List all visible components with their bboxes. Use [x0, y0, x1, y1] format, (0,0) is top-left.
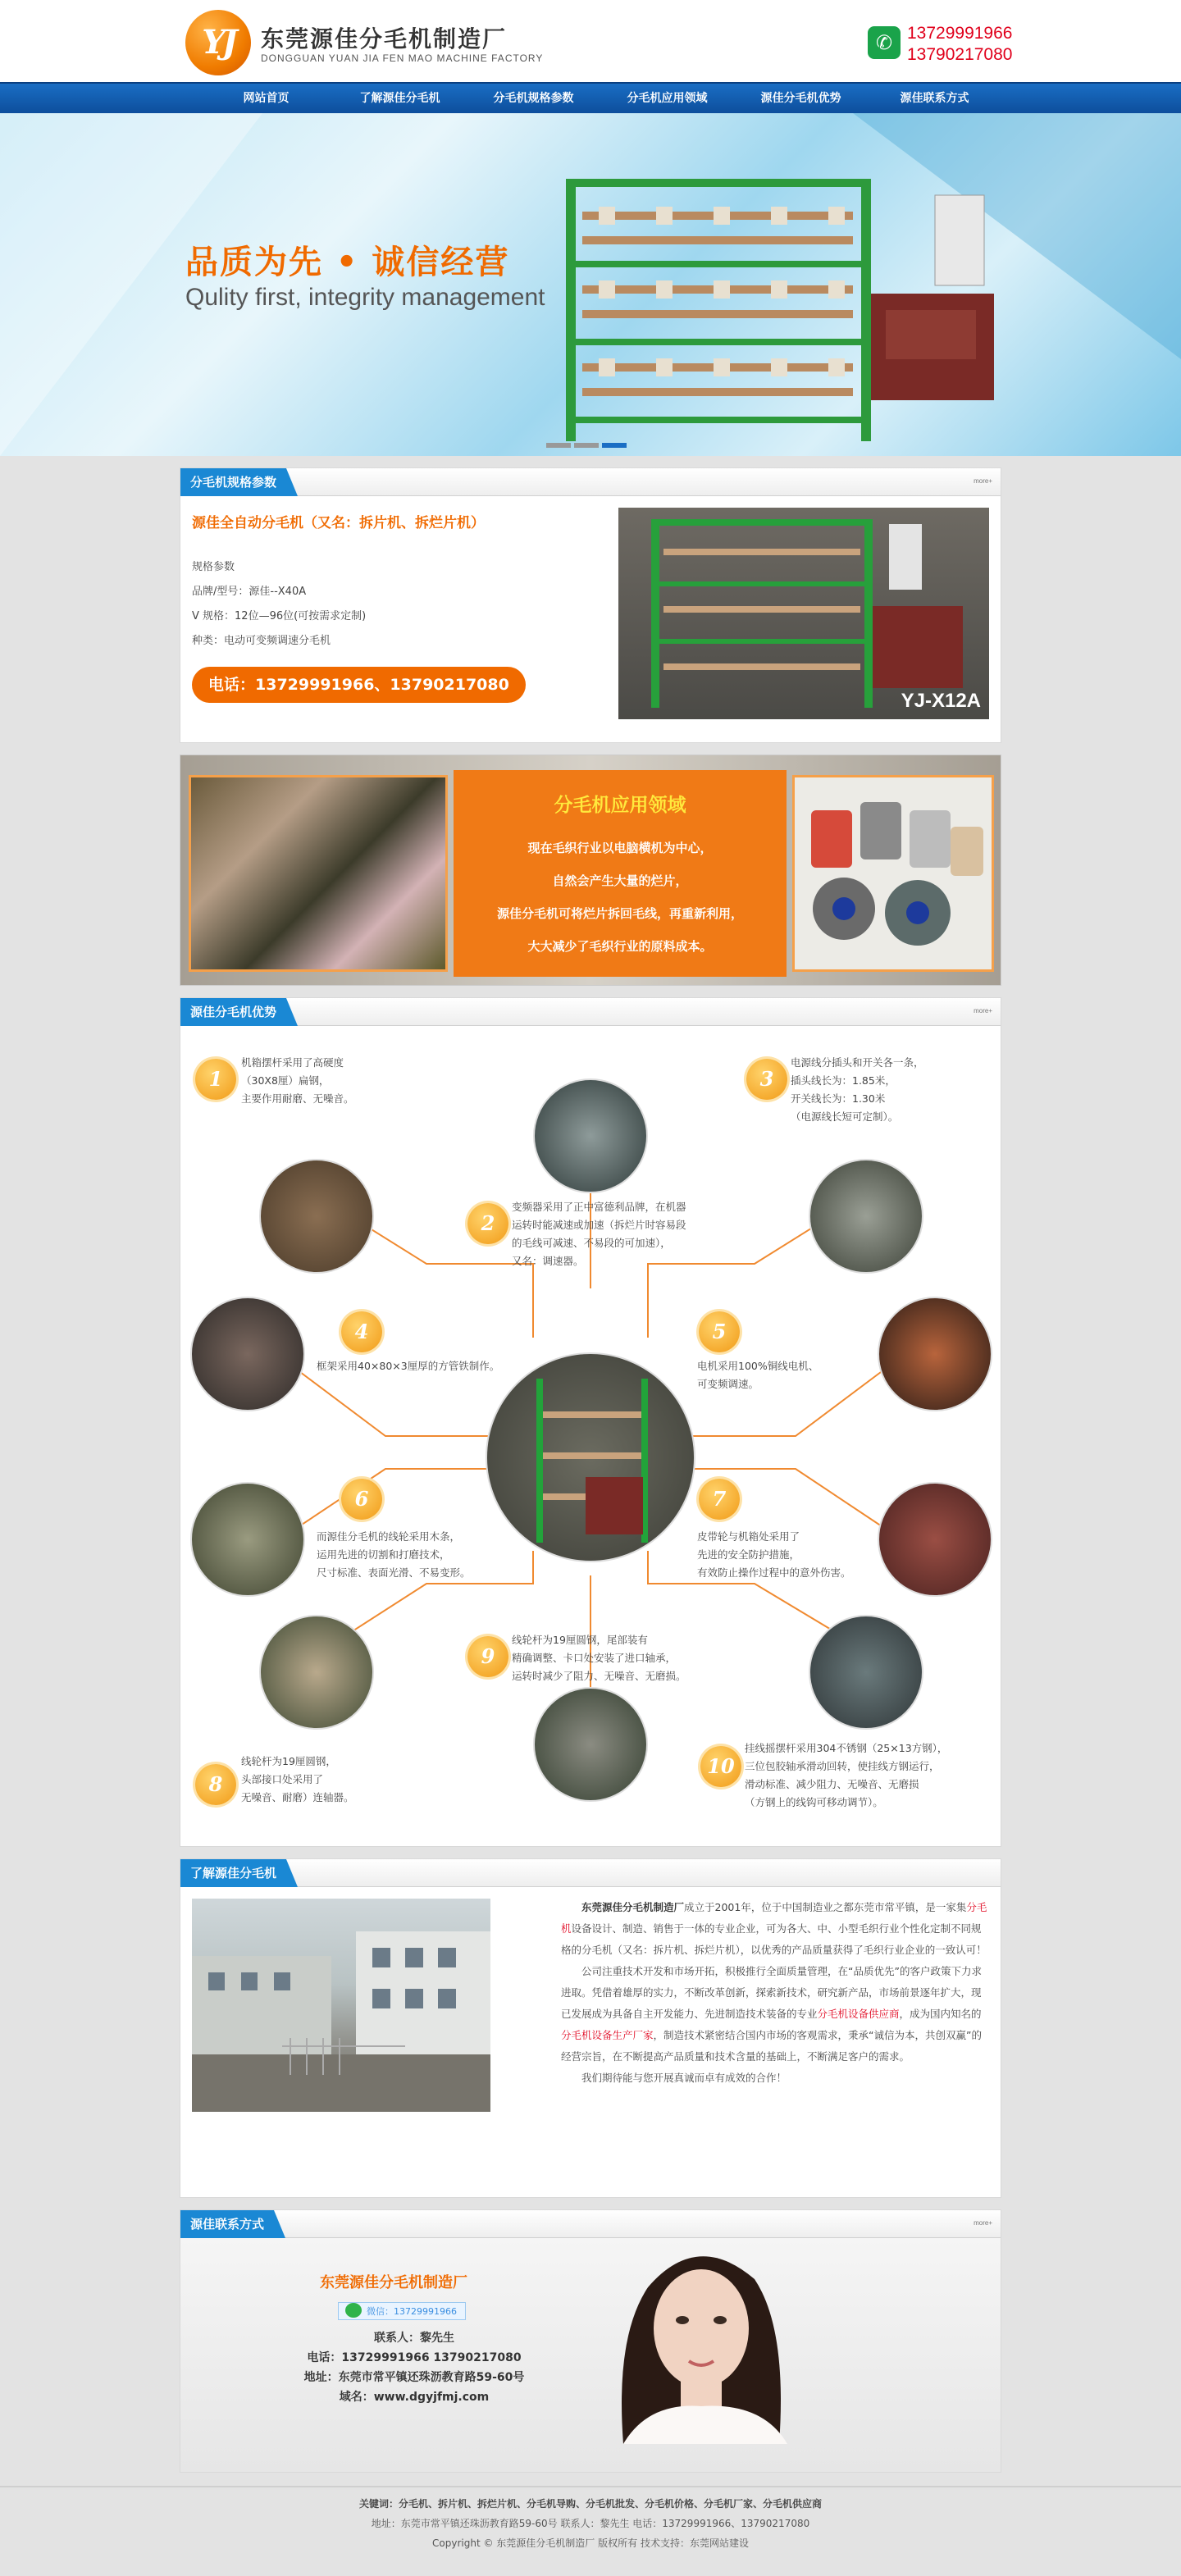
advantage-6-text: 而源佳分毛机的线轮采用木条， 运用先进的切割和打磨技术， 尺寸标准、表面光滑、不易变形。: [317, 1530, 471, 1579]
advantage-number: 9: [467, 1636, 508, 1677]
factory-photo: [192, 1899, 490, 2112]
contact-company: 东莞源佳分毛机制造厂: [320, 2274, 467, 2291]
carousel-dot-active[interactable]: [602, 443, 627, 448]
header-phone-2: 13790217080: [907, 45, 1013, 64]
machine-image: [566, 171, 1001, 449]
power-cable-photo: [809, 1159, 923, 1274]
nav-advantages[interactable]: 源佳分毛机优势: [760, 92, 841, 105]
spec-line: 种类：电动可变频调速分毛机: [192, 635, 331, 647]
contact-panel: [180, 2209, 1001, 2473]
spec-line: 规格参数: [192, 561, 235, 573]
spec-heading: 源佳全自动分毛机（又名：拆片机、拆烂片机）: [192, 515, 485, 531]
header-phone-1: 13729991966: [907, 24, 1013, 43]
factory-building-drawing: [192, 1899, 490, 2112]
advantage-number: 10: [700, 1746, 741, 1787]
footer-keywords: 关键词：分毛机、拆片机、拆烂片机、分毛机导购、分毛机批发、分毛机价格、分毛机厂家、分毛机供应商: [358, 2498, 822, 2510]
about-panel-title: [180, 1859, 1001, 1887]
spec-photo-caption: YJ-X12A: [901, 690, 981, 712]
spec-more-link[interactable]: more+: [974, 477, 992, 485]
spec-tab[interactable]: 分毛机规格参数: [180, 468, 286, 496]
advantages-diagram: [180, 1026, 1001, 1846]
yarn-cones-image: [792, 775, 994, 972]
advantage-1-text: 机箱摆杆采用了高硬度 （30X8厘）扁钢， 主要作用耐磨、无噪音。: [241, 1056, 354, 1105]
advantage-number: 8: [195, 1764, 236, 1805]
advantage-9-text: 线轮杆为19厘圆钢，尾部装有 精确调整、卡口处安装了进口轴承， 运转时减少了阻力、无噪音、无磨损。: [512, 1634, 686, 1682]
company-name[interactable]: 东莞源佳分毛机制造厂: [261, 25, 508, 52]
footer-address: 地址：东莞市常平镇还珠沥教育路59-60号 联系人：黎先生 电话：13729991966、13790217080: [371, 2518, 810, 2529]
nav-spec[interactable]: 分毛机规格参数: [493, 92, 574, 105]
application-title: 分毛机应用领域: [554, 795, 686, 816]
advantage-number: 3: [746, 1059, 787, 1100]
hero-banner: [0, 113, 1181, 456]
contact-phone: 电话：13729991966 13790217080: [307, 2351, 522, 2364]
company-name-en: DONGGUAN YUAN JIA FEN MAO MACHINE FACTORY: [261, 52, 544, 64]
advantage-number: 5: [699, 1311, 740, 1352]
contact-panel-title: [180, 2210, 1001, 2238]
frame-tube-photo: [190, 1297, 305, 1411]
machine-image: [618, 508, 989, 719]
advantage-number: 1: [195, 1059, 236, 1100]
spec-panel: [180, 467, 1001, 743]
spec-panel-title: [180, 468, 1001, 496]
swing-arm-photo: [259, 1159, 374, 1274]
advantage-4-text: 框架采用40×80×3厘厚的方管铁制作。: [317, 1360, 500, 1372]
spec-lines: [192, 555, 366, 654]
nav-home[interactable]: 网站首页: [243, 92, 290, 105]
about-text: 东莞源佳分毛机制造厂成立于2001年，位于中国制造业之都东莞市常平镇，是一家集分毛机设备设计、制造、销售于一体的专业企业，可为各大、中、小型毛织行业个性化定制不同规格的分毛机（又名：拆片机、拆烂片机），以优秀的产品质量获得了毛织行业企业的一致认可！ 公司注重技术开发和市场开拓，积极推行全面质量管理，在“品质优先”的客户政策下力求进取。凭借着雄厚的实力，不断改革创新，探索新技术，研究新产品，市场前景逐年扩大，现已发展成为具备自主开发能力、先进制造技术装备的专业分毛机设备供应商，成为国内知名的分毛机设备生产厂家，制造技术紧密结合国内市场的客观需求，秉承“诚信为本，共创双赢”的经营宗旨，在不断提高产品质量和技术含量的基础上，不断满足客户的需求。 我们期待能与您开展真诚而卓有成效的合作！: [561, 1901, 987, 2084]
application-banner: [180, 755, 1001, 986]
advantage-7-text: 皮带轮与机箱处采用了 先进的安全防护措施， 有效防止操作过程中的意外伤害。: [697, 1530, 851, 1579]
spec-line: V 规格：12位—96位(可按需求定制): [192, 610, 367, 622]
advantages-panel: [180, 997, 1001, 1847]
contact-address: 地址：东莞市常平镇还珠沥教育路59-60号: [303, 2371, 525, 2384]
motor-photo: [878, 1297, 992, 1411]
logo-icon[interactable]: YJ: [185, 10, 251, 75]
advantage-3-text: 电源线分插头和开关各一条， 插头线长为：1.85米， 开关线长为：1.30米 （电源线长短可定制）。: [791, 1056, 924, 1123]
spec-machine-photo: [618, 508, 989, 719]
advantage-5-text: 电机采用100%铜线电机、 可变频调速。: [697, 1360, 819, 1390]
about-keyword-link[interactable]: 分毛机设备生产厂家: [561, 2029, 654, 2041]
advantage-2-text: 变频器采用了正中富德利品牌，在机器 运转时能减速或加速（拆烂片时容易段 的毛线可减速、不易段的可加速）， 又名：调速器。: [512, 1201, 686, 1267]
banner-slogan-en: Qulity first, integrity management: [185, 284, 545, 311]
advantages-more-link[interactable]: more+: [974, 1007, 992, 1014]
advantages-panel-title: [180, 998, 1001, 1026]
contact-lines: [262, 2328, 566, 2407]
steel-bar-photo: [809, 1615, 923, 1730]
waste-fabric-image: [189, 775, 448, 972]
application-line: 现在毛织行业以电脑横机为中心，: [527, 841, 713, 855]
about-body: [180, 1887, 1001, 2197]
about-keyword-link[interactable]: 分毛机: [561, 1901, 987, 1935]
wechat-badge[interactable]: 微信：13729991966: [338, 2302, 466, 2320]
inverter-photo: [533, 1078, 648, 1193]
contact-person: 联系人：黎先生: [374, 2332, 454, 2345]
machine-image: [487, 1354, 695, 1562]
advantage-number: 7: [699, 1479, 740, 1520]
carousel-dots: [546, 443, 627, 448]
nav-contact[interactable]: 源佳联系方式: [900, 92, 969, 105]
main-nav: [0, 82, 1181, 113]
advantage-8-text: 线轮杆为19厘圆钢， 头部接口处采用了 无噪音、耐磨）连轴器。: [241, 1755, 354, 1803]
contact-tab[interactable]: 源佳联系方式: [180, 2210, 274, 2238]
contact-more-link[interactable]: more+: [974, 2219, 992, 2227]
bearing-photo: [533, 1687, 648, 1802]
carousel-dot[interactable]: [546, 443, 571, 448]
contact-body: [180, 2238, 1001, 2472]
spec-line: 品牌/型号：源佳--X40A: [192, 586, 307, 598]
advantage-10-text: 挂线摇摆杆采用304不锈钢（25×13方钢）， 三位包胶轴承滑动回转，使挂线方钢运行， 滑动标准、减少阻力、无噪音、无磨损 （方钢上的线钩可移动调节）。: [745, 1742, 948, 1808]
advantage-number: 6: [341, 1479, 382, 1520]
nav-about[interactable]: 了解源佳分毛机: [359, 92, 440, 105]
spec-phone-button[interactable]: 电话：13729991966、13790217080: [192, 667, 526, 703]
nav-application[interactable]: 分毛机应用领域: [627, 92, 708, 105]
customer-service-image: [590, 2238, 804, 2444]
advantage-number: 2: [467, 1203, 508, 1244]
advantages-tab[interactable]: 源佳分毛机优势: [180, 998, 286, 1026]
about-tab[interactable]: 了解源佳分毛机: [180, 1859, 286, 1887]
banner-slogan: 品质为先 • 诚信经营: [185, 244, 510, 281]
about-keyword-link[interactable]: 分毛机设备供应商: [817, 2008, 900, 2020]
wooden-wheel-photo: [190, 1482, 305, 1597]
application-text-box: [454, 770, 787, 977]
application-line: 自然会产生大量的烂片，: [552, 873, 688, 888]
advantage-number: 4: [341, 1311, 382, 1352]
site-footer: [0, 2486, 1181, 2576]
spec-body: [180, 496, 1001, 742]
application-line: 源佳分毛机可将烂片拆回毛线，再重新利用，: [496, 906, 743, 921]
application-line: 大大减少了毛织行业的原料成本。: [527, 939, 713, 954]
contact-domain[interactable]: 域名：www.dgyjfmj.com: [339, 2391, 490, 2404]
belt-guard-photo: [878, 1482, 992, 1597]
shaft-coupling-photo: [259, 1615, 374, 1730]
yarn-cones-drawing: [795, 777, 992, 969]
carousel-dot[interactable]: [574, 443, 599, 448]
site-header: [0, 0, 1181, 82]
footer-copyright: Copyright © 东莞源佳分毛机制造厂 版权所有 技术支持：东莞网站建设: [432, 2537, 749, 2549]
center-machine-image: [486, 1352, 695, 1562]
phone-icon: ✆: [868, 26, 901, 59]
about-panel: [180, 1858, 1001, 2198]
header-phones: [907, 23, 1012, 66]
